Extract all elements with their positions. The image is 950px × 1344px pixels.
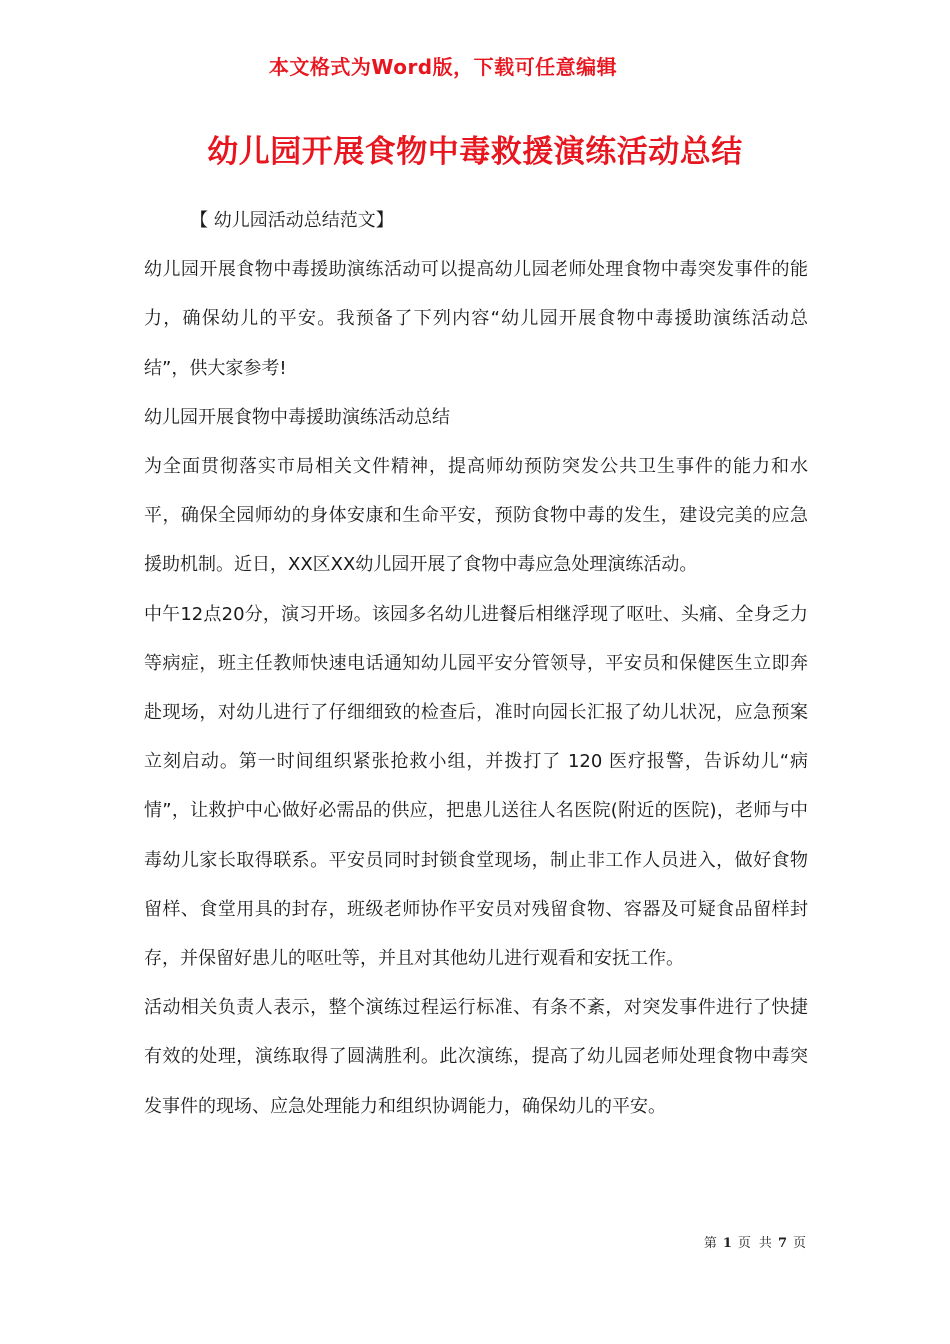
total-page-count: 7 — [777, 1236, 787, 1251]
footer-page-unit: 页 — [737, 1236, 751, 1251]
word-format-banner: 本文格式为Word版，下载可任意编辑 — [268, 55, 618, 79]
footer-prefix: 第 — [703, 1236, 717, 1251]
page-title: 幼儿园开展食物中毒救援演练活动总结 — [207, 134, 743, 170]
conclusion-paragraph: 活动相关负责人表示，整个演练过程运行标准、有条不紊，对突发事件进行了快捷有效的处理，演练取得了圆满胜利。此次演练，提高了幼儿园老师处理食物中毒突发事件的现场、应急处理能力和组织协调能力，确保幼儿的平安。 — [144, 997, 808, 1117]
category-tag: 【 幼儿园活动总结范文】 — [190, 210, 394, 231]
footer-total-prefix: 共 — [758, 1236, 772, 1251]
current-page-number: 1 — [722, 1236, 732, 1251]
page-footer — [704, 1232, 806, 1256]
section-heading: 幼儿园开展食物中毒援助演练活动总结 — [144, 406, 450, 428]
document-body — [144, 196, 808, 1131]
intro-paragraph: 幼儿园开展食物中毒援助演练活动可以提高幼儿园老师处理食物中毒突发事件的能力，确保幼儿的平安。我预备了下列内容“幼儿园开展食物中毒援助演练活动总结”，供大家参考! — [144, 259, 808, 379]
background-paragraph: 为全面贯彻落实市局相关文件精神，提高师幼预防突发公共卫生事件的能力和水平，确保全园师幼的身体安康和生命平安，预防食物中毒的发生，建设完美的应急援助机制。近日，XX区XX幼儿园开展了食物中毒应急处理演练活动。 — [144, 456, 808, 576]
drill-process-paragraph: 中午12点20分，演习开场。该园多名幼儿进餐后相继浮现了呕吐、头痛、全身乏力等病症，班主任教师快速电话通知幼儿园平安分管领导，平安员和保健医生立即奔赴现场，对幼儿进行了仔细细致的检查后，准时向园长汇报了幼儿状况，应急预案立刻启动。第一时间组织紧张抢救小组，并拨打了 120 医疗报警，告诉幼儿“病情”，让救护中心做好必需品的供应，把患儿送往人名医院(附近的医院)，老师与中毒幼儿家长取得联系。平安员同时封锁食堂现场，制止非工作人员进入，做好食物留样、食堂用具的封存，班级老师协作平安员对残留食物、容器及可疑食品留样封存，并保留好患儿的呕吐等，并且对其他幼儿进行观看和安抚工作。 — [144, 603, 808, 970]
footer-total-unit: 页 — [792, 1236, 806, 1251]
